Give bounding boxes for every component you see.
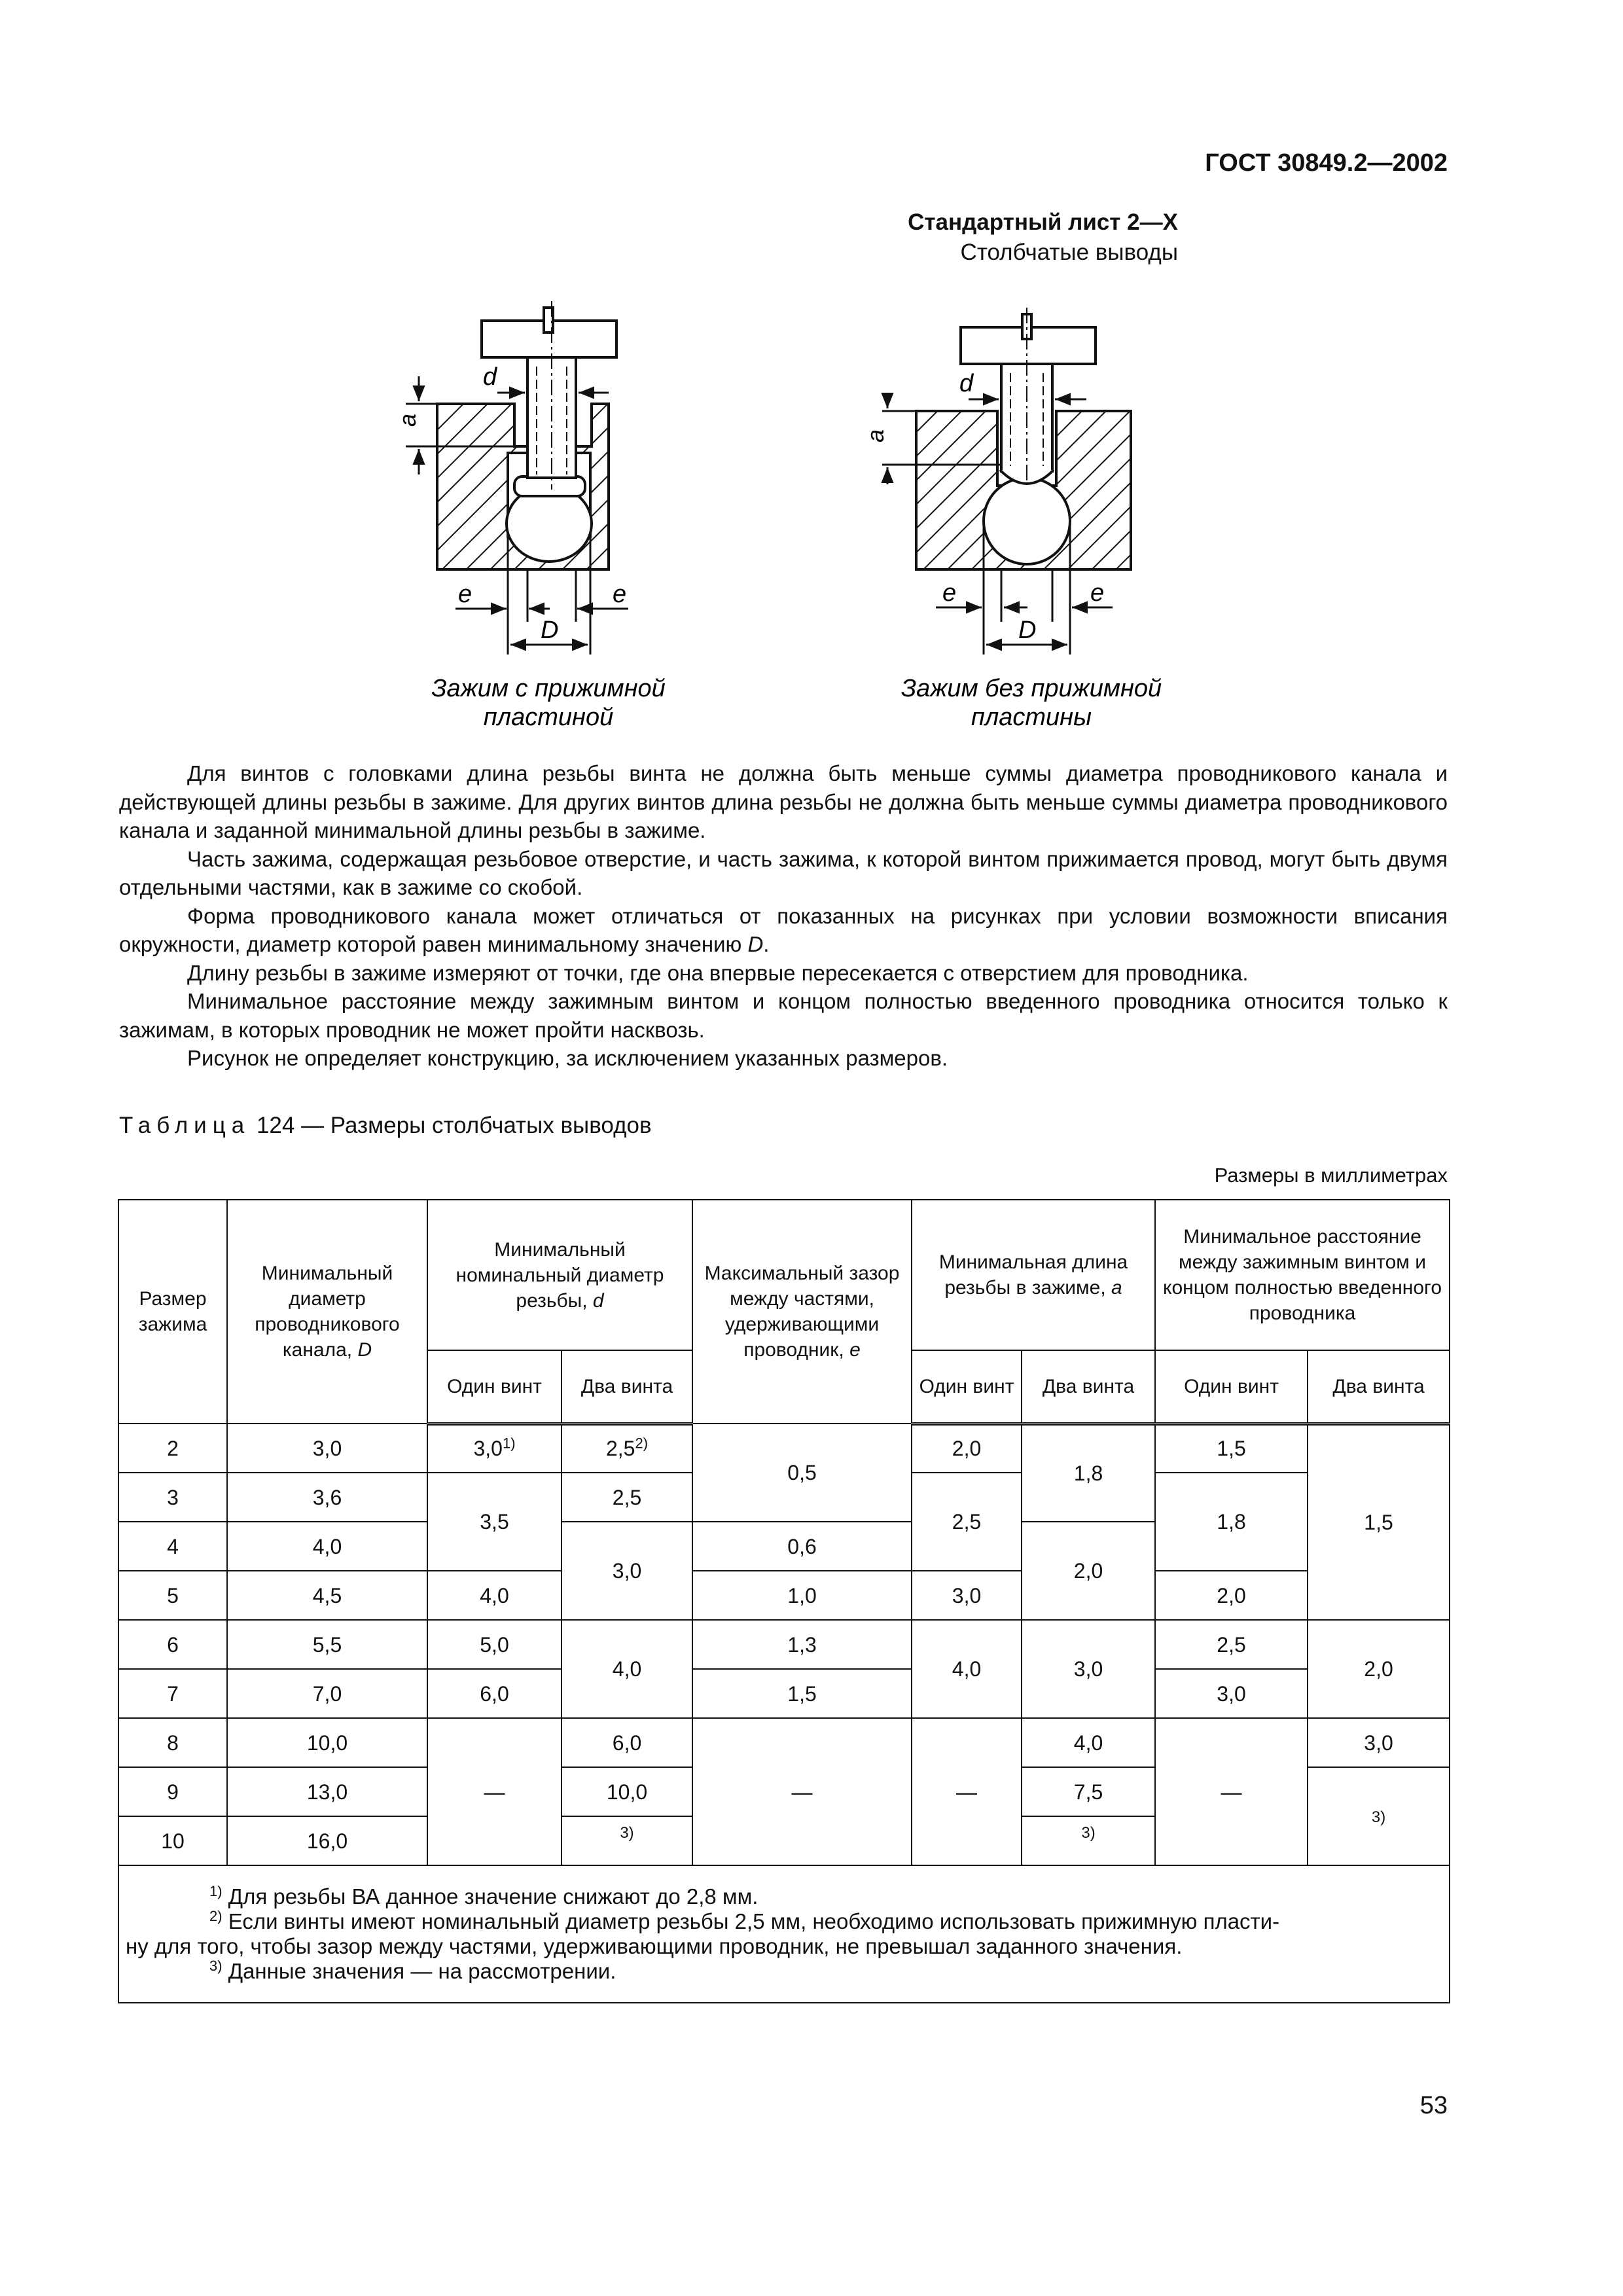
cell: 2 bbox=[118, 1424, 227, 1473]
dimensions-table bbox=[118, 1199, 1450, 2003]
cell: 3) bbox=[562, 1816, 692, 1865]
footnote-2-continued: ну для того, чтобы зазор между частями, удерживающими проводник, не превышал заданного значения. bbox=[126, 1934, 1183, 1958]
cell: 2,5 bbox=[912, 1473, 1022, 1571]
svg-text:D: D bbox=[1018, 617, 1037, 644]
paragraph: Длину резьбы в зажиме измеряют от точки, где она впервые пересекается с отверстием для проводника. bbox=[187, 960, 1249, 985]
cell: 3,0 bbox=[1308, 1718, 1450, 1767]
cell: 7,0 bbox=[227, 1669, 427, 1718]
cell: 3,0 bbox=[1155, 1669, 1308, 1718]
cell: 1,8 bbox=[1022, 1424, 1155, 1522]
clamp-with-plate-drawing bbox=[394, 301, 666, 731]
table-row bbox=[118, 1669, 1450, 1718]
svg-text:e: e bbox=[613, 581, 627, 608]
paragraph: Рисунок не определяет конструкцию, за исключением указанных размеров. bbox=[187, 1046, 948, 1070]
cell: 2,0 bbox=[912, 1424, 1022, 1473]
cell: 2,5 bbox=[562, 1473, 692, 1522]
page-number: 53 bbox=[1419, 2092, 1448, 2119]
sheet-subtitle: Столбчатые выводы bbox=[960, 240, 1178, 265]
table-row bbox=[118, 1718, 1450, 1767]
cell: — bbox=[912, 1718, 1022, 1865]
cell: 10,0 bbox=[227, 1718, 427, 1767]
svg-text:D: D bbox=[541, 617, 559, 644]
cell: 4,0 bbox=[562, 1620, 692, 1718]
cell: 7 bbox=[118, 1669, 227, 1718]
cell: 3 bbox=[118, 1473, 227, 1522]
header-one-screw: Один винт bbox=[1155, 1350, 1308, 1424]
cell: 0,5 bbox=[692, 1424, 912, 1522]
cell: 0,6 bbox=[692, 1522, 912, 1571]
cell: 4,0 bbox=[427, 1571, 562, 1620]
footnote-3: $^{3)}$ Данные значения — на рассмотрении. bbox=[209, 1958, 616, 1983]
header-min-diameter: Минимальный диаметр проводникового канала, D bbox=[227, 1200, 427, 1424]
cell: — bbox=[1155, 1718, 1308, 1865]
cell: 7,5 bbox=[1022, 1767, 1155, 1816]
paragraph: Форма проводникового канала может отличаться от показанных на рисунках при условии возможности вписания окружности, диаметр которой равен минимальному значению D. bbox=[119, 903, 1448, 956]
paragraph: Для винтов с головками длина резьбы винта не должна быть меньше суммы диаметра проводникового канала и действующей длины резьбы в зажиме. Для других винтов длина резьбы не должна быть меньше суммы диаметра проводникового канала и заданной минимальной длины резьбы в зажиме. bbox=[119, 761, 1448, 842]
cell: 2,0 bbox=[1308, 1620, 1450, 1718]
cell: 9 bbox=[118, 1767, 227, 1816]
cell: 3,0 bbox=[1022, 1620, 1155, 1718]
header-thread-length: Минимальная длина резьбы в зажиме, a bbox=[912, 1200, 1155, 1350]
header-two-screws: Два винта bbox=[1022, 1350, 1155, 1424]
document-code: ГОСТ 30849.2—2002 bbox=[1205, 149, 1448, 177]
footnotes-row bbox=[118, 1865, 1450, 2003]
cell: 1,5 bbox=[692, 1669, 912, 1718]
header-max-gap: Максимальный зазор между частями, удерживающими проводник, e bbox=[692, 1200, 912, 1424]
table-row bbox=[118, 1620, 1450, 1669]
cell: 3,0 bbox=[562, 1522, 692, 1620]
footnote-2: $^{2)}$ Если винты имеют номинальный диаметр резьбы 2,5 мм, необходимо использовать прижимную пласти- bbox=[209, 1908, 1280, 1933]
cell: 3,0 bbox=[912, 1571, 1022, 1620]
svg-text:e: e bbox=[1090, 579, 1105, 607]
cell: 2,5$^{2)}$ bbox=[562, 1424, 692, 1473]
svg-text:a: a bbox=[394, 413, 421, 427]
body-text bbox=[119, 759, 1448, 1073]
cell: 13,0 bbox=[227, 1767, 427, 1816]
paragraph: Минимальное расстояние между зажимным винтом и концом полностью введенного проводника относится только к зажимам, в которых проводник не может пройти насквозь. bbox=[119, 989, 1448, 1042]
terminal-drawings bbox=[0, 0, 1623, 753]
header-size: Размер зажима bbox=[118, 1200, 227, 1424]
header-two-screws: Два винта bbox=[562, 1350, 692, 1424]
cell: 5 bbox=[118, 1571, 227, 1620]
svg-text:e: e bbox=[458, 581, 473, 608]
cell: 4,0 bbox=[1022, 1718, 1155, 1767]
cell: 10 bbox=[118, 1816, 227, 1865]
cell: 2,0 bbox=[1155, 1571, 1308, 1620]
footnote-1: $^{1)}$ Для резьбы ВА данное значение снижают до 2,8 мм. bbox=[209, 1883, 758, 1909]
sheet-title: Стандартный лист 2—X bbox=[908, 209, 1178, 235]
cell: 3) bbox=[1022, 1816, 1155, 1865]
svg-text:пластиной: пластиной bbox=[483, 704, 614, 731]
svg-text:пластины: пластины bbox=[971, 704, 1092, 731]
cell: 2,0 bbox=[1022, 1522, 1155, 1620]
header-thread-diameter: Минимальный номинальный диаметр резьбы, d bbox=[427, 1200, 692, 1350]
footnotes bbox=[118, 1865, 1450, 2003]
cell: 6 bbox=[118, 1620, 227, 1669]
svg-text:Зажим с прижимной: Зажим с прижимной bbox=[431, 675, 666, 702]
cell: 3,6 bbox=[227, 1473, 427, 1522]
table-caption: Таблица 124 — Размеры столбчатых выводов bbox=[119, 1113, 652, 1138]
cell: 2,5 bbox=[1155, 1620, 1308, 1669]
cell: 16,0 bbox=[227, 1816, 427, 1865]
cell: 6,0 bbox=[562, 1718, 692, 1767]
header-two-screws: Два винта bbox=[1308, 1350, 1450, 1424]
cell: 3) bbox=[1308, 1767, 1450, 1865]
cell: — bbox=[692, 1718, 912, 1865]
table-row bbox=[118, 1424, 1450, 1473]
cell: 1,3 bbox=[692, 1620, 912, 1669]
paragraph: Часть зажима, содержащая резьбовое отверстие, и часть зажима, к которой винтом прижимается провод, могут быть двумя отдельными частями, как в зажиме со скобой. bbox=[119, 846, 1448, 899]
cell: 5,5 bbox=[227, 1620, 427, 1669]
cell: 1,5 bbox=[1308, 1424, 1450, 1620]
cell: 1,5 bbox=[1155, 1424, 1308, 1473]
cell: 4 bbox=[118, 1522, 227, 1571]
svg-text:e: e bbox=[942, 579, 957, 607]
svg-text:Зажим без прижимной: Зажим без прижимной bbox=[901, 675, 1162, 702]
cell: 8 bbox=[118, 1718, 227, 1767]
cell: 4,0 bbox=[227, 1522, 427, 1571]
header-one-screw: Один винт bbox=[427, 1350, 562, 1424]
units-note: Размеры в миллиметрах bbox=[1214, 1164, 1448, 1187]
table-row bbox=[118, 1571, 1450, 1620]
cell: 10,0 bbox=[562, 1767, 692, 1816]
cell: — bbox=[427, 1718, 562, 1865]
cell: 3,5 bbox=[427, 1473, 562, 1571]
cell: 1,8 bbox=[1155, 1473, 1308, 1571]
header-one-screw: Один винт bbox=[912, 1350, 1022, 1424]
svg-text:a: a bbox=[862, 429, 889, 442]
cell: 1,0 bbox=[692, 1571, 912, 1620]
cell: 3,0 bbox=[227, 1424, 427, 1473]
clamp-without-plate-drawing bbox=[862, 308, 1162, 731]
cell: 5,0 bbox=[427, 1620, 562, 1669]
cell: 6,0 bbox=[427, 1669, 562, 1718]
cell: 4,0 bbox=[912, 1620, 1022, 1718]
cell: 4,5 bbox=[227, 1571, 427, 1620]
svg-text:d: d bbox=[959, 370, 974, 397]
header-min-distance: Минимальное расстояние между зажимным винтом и концом полностью введенного проводника bbox=[1155, 1200, 1450, 1350]
svg-text:d: d bbox=[483, 363, 497, 391]
cell: 3,0$^{1)}$ bbox=[427, 1424, 562, 1473]
